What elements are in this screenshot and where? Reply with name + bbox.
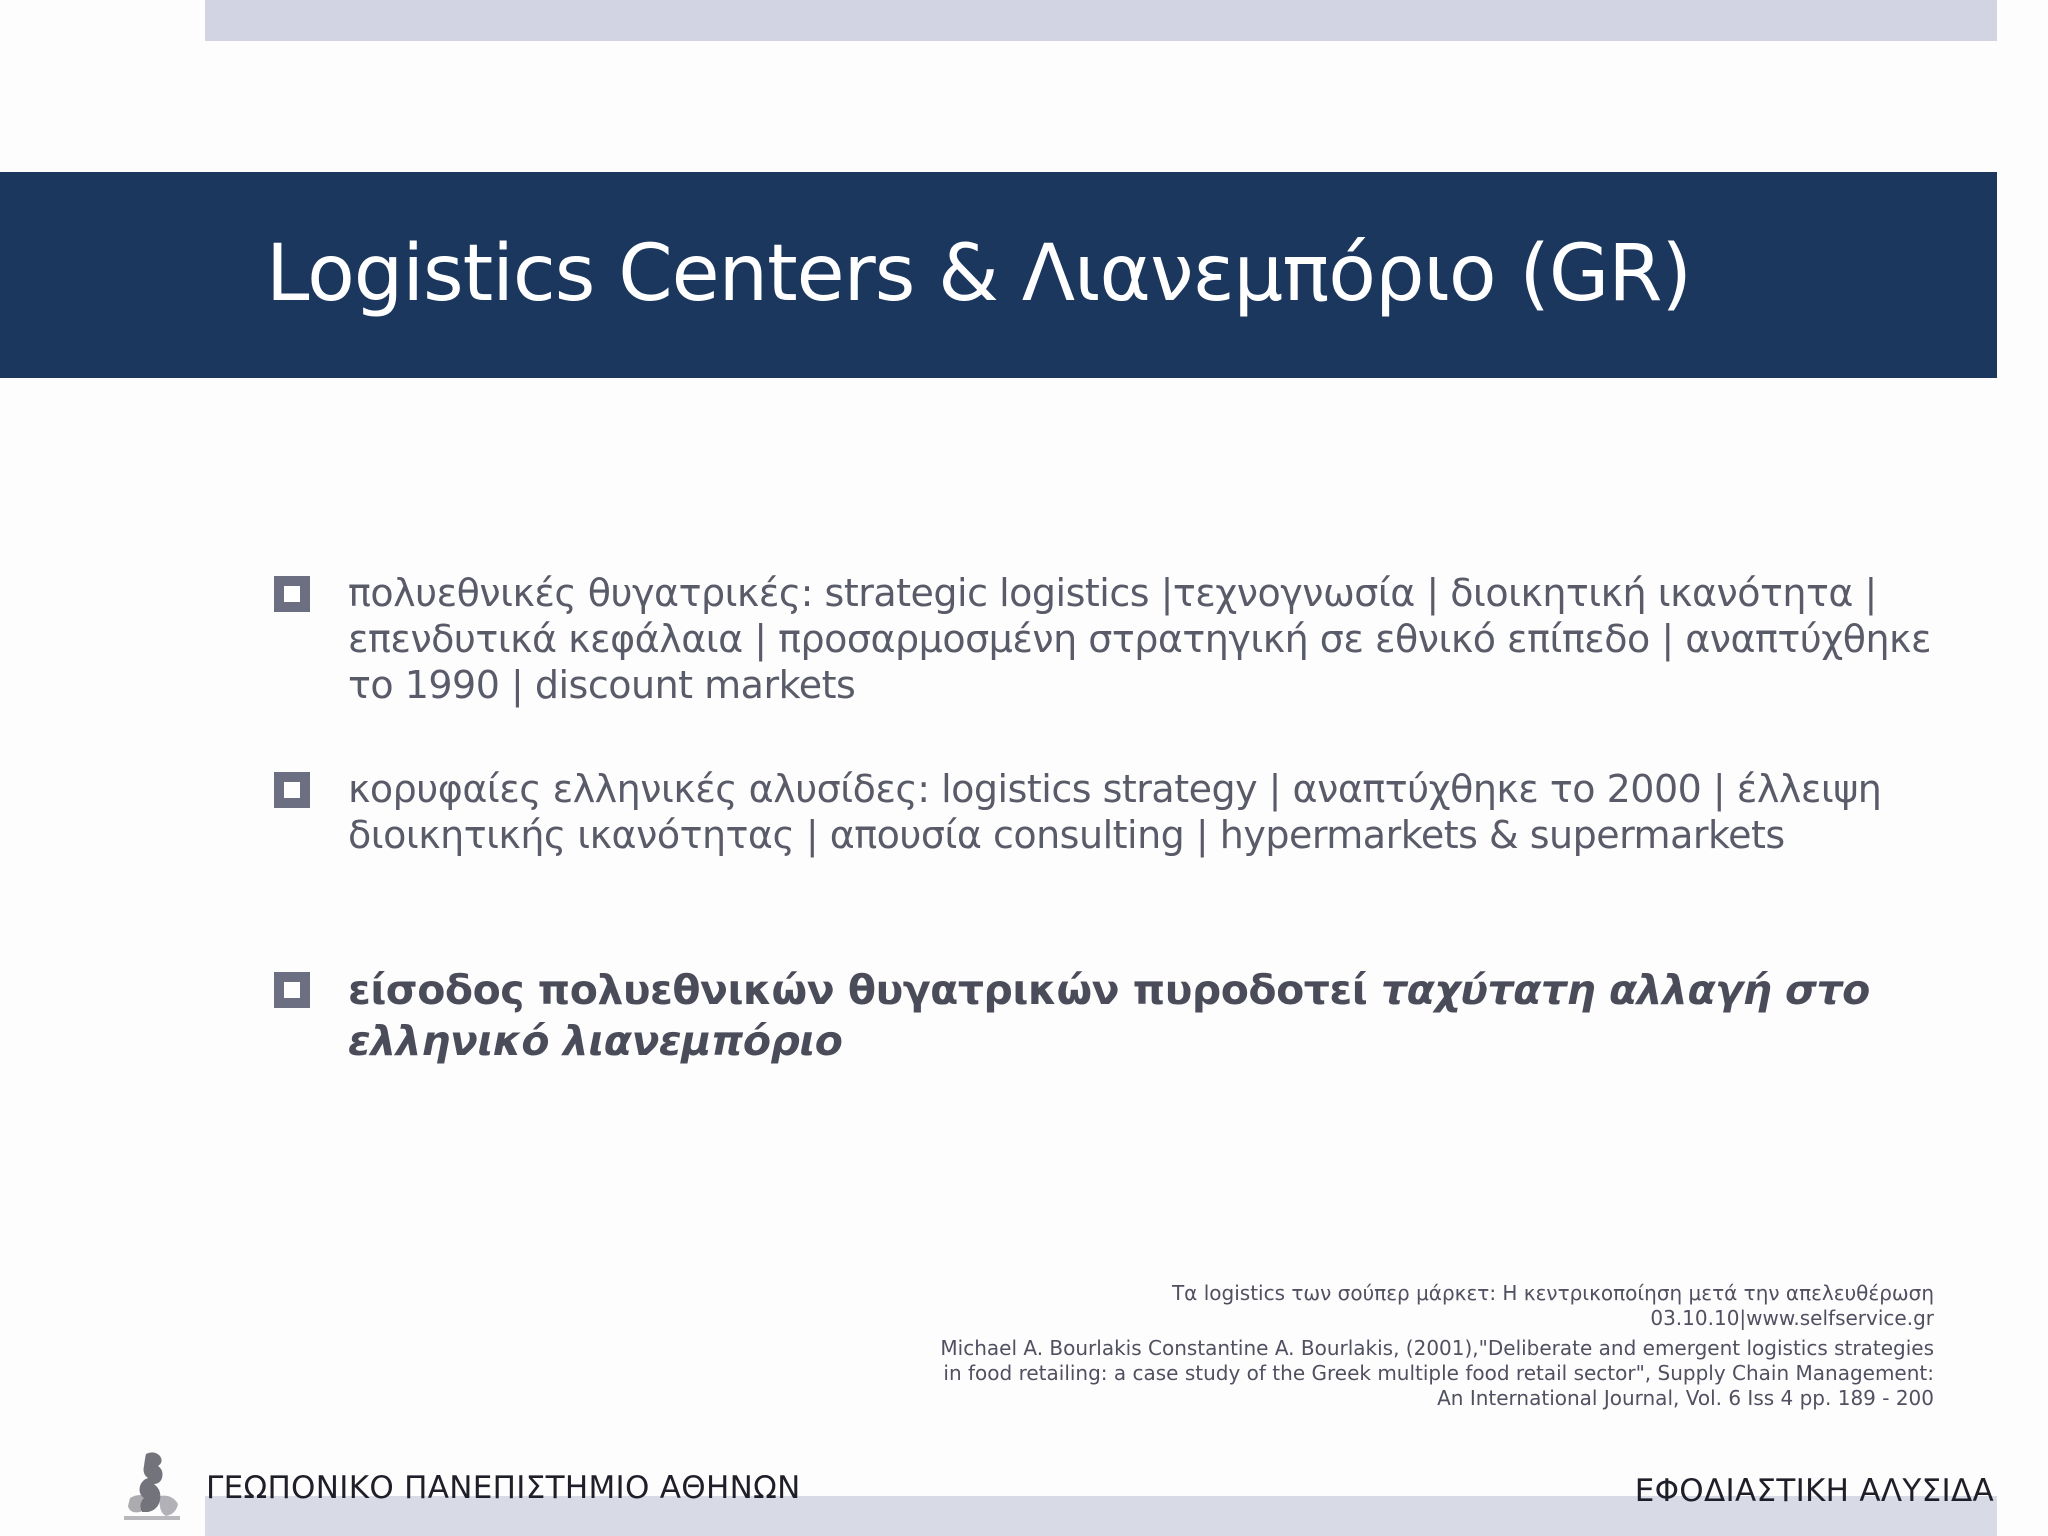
top-decorative-band xyxy=(205,0,1997,41)
reference-1-source: 03.10.10|www.selfservice.gr xyxy=(1650,1306,1934,1330)
reference-2-line-3: An International Journal, Vol. 6 Iss 4 pp. 189 - 200 xyxy=(1437,1386,1934,1410)
bullet-marker-3 xyxy=(274,972,310,1008)
reference-1 xyxy=(1172,1281,1934,1331)
bullet-text-2: κορυφαίες ελληνικές αλυσίδες: logistics strategy | αναπτύχθηκε το 2000 | έλλειψη διοικητικής ικανότητας | απουσία consulting | hypermarkets & supermarkets xyxy=(348,767,1882,857)
university-emblem-icon xyxy=(116,1448,192,1526)
footer-course-name: ΕΦΟΔΙΑΣΤΙΚΗ ΑΛΥΣΙΔΑ xyxy=(1634,1473,1994,1509)
bullet-marker-2 xyxy=(274,772,310,808)
reference-2 xyxy=(940,1336,1934,1411)
reference-2-line-2: in food retailing: a case study of the Greek multiple food retail sector", Supply Chain Management: xyxy=(943,1361,1934,1385)
slide-title: Logistics Centers & Λιανεμπόριο (GR) xyxy=(266,229,1691,319)
bullet-text-3 xyxy=(348,965,1968,1067)
bullet-text-1: πολυεθνικές θυγατρικές: strategic logistics |τεχνογνωσία | διοικητική ικανότητα | επενδυτικά κεφάλαια | προσαρμοσμένη στρατηγική σε εθνικό επίπεδο | αναπτύχθηκε το 1990 | discount markets xyxy=(348,571,1931,707)
reference-2-line-1: Michael A. Bourlakis Constantine A. Bourlakis, (2001),"Deliberate and emergent logistics strategies xyxy=(940,1336,1934,1360)
bullet-3-emphasis: ταχύτατη αλλαγή στο ελληνικό λιανεμπόριο xyxy=(348,966,1870,1065)
reference-1-title: Τα logistics των σούπερ μάρκετ: Η κεντρικοποίηση μετά την απελευθέρωση xyxy=(1171,1281,1934,1305)
footer-university-name: ΓΕΩΠΟΝΙΚΟ ΠΑΝΕΠΙΣΤΗΜΙΟ ΑΘΗΝΩΝ xyxy=(206,1470,801,1506)
bullet-marker-1 xyxy=(274,576,310,612)
bullet-3-lead: είσοδος πολυεθνικών θυγατρικών πυροδοτεί xyxy=(348,966,1382,1014)
